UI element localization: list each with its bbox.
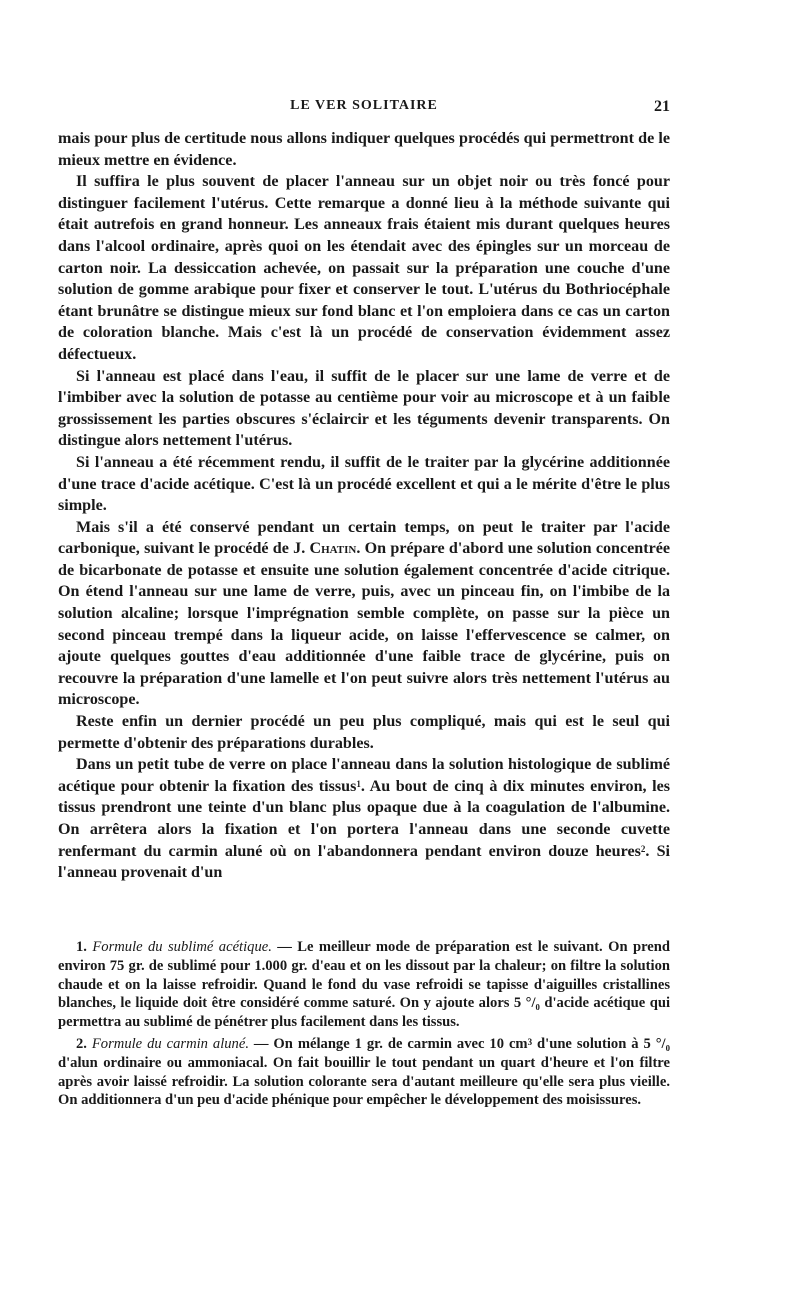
footnote-2-number: 2.	[76, 1035, 87, 1052]
footnote-1-text: — Le meilleur mode de préparation est le suivant. On prend environ 75 gr. de sublimé pour 1.000 gr. d'eau et on les dissout par la chaleur; on filtre la solution chaude et on la laisse refroidir. Quand le fond du vase refroidi se tapisse d'aiguilles cristallines blanches, le liquide doit être considéré comme saturé. On y ajoute alors 5 °/₀ d'acide acétique qui permettra au sublimé de pénétrer plus facilement dans les tissus.	[58, 939, 671, 1031]
paragraph-5-start: Mais s'il a été conservé pendant un certain temps, on peut le traiter par l'acide carbonique, suivant le procédé de J.	[58, 518, 670, 558]
paragraph-5	[58, 517, 670, 711]
footnote-2-title: Formule du carmin aluné.	[91, 1035, 249, 1052]
paragraph-7-end: . Si l'anneau provenait d'un	[58, 842, 670, 882]
footnote-1-number: 1.	[76, 939, 87, 955]
footnote-ref-1: 1	[356, 778, 361, 789]
paragraph-7	[58, 754, 670, 884]
footnote-1-title: Formule du sublimé acétique.	[92, 939, 272, 955]
footnote-2	[58, 1035, 670, 1110]
footnote-1	[58, 938, 670, 1032]
footnote-2-text-a: — On mélange 1 gr. de carmin avec 10 cm	[248, 1035, 528, 1052]
cube-superscript: 3	[527, 1036, 533, 1047]
paragraph-5-end: . On prépare d'abord une solution concentrée de bicarbonate de potasse et ensuite une solution également concentrée d'acide citrique. On étend l'anneau sur une lame de verre, puis, avec un pinceau fin, on l'imbibe de la solution alcaline; lorsque l'imprégnation semble complète, on passe sur la pièce un second pinceau trempé dans la liqueur acide, on laisse l'effervescence se calmer, on ajoute quelques gouttes d'eau additionnée d'une faible trace de glycérine, puis on recouvre la préparation d'une lamelle et l'on peut suivre alors très nettement l'utérus au microscope.	[58, 540, 670, 709]
footnote-2-text-b: d'une solution à 5 °/₀ d'alun ordinaire ou ammoniacal. On fait bouillir le tout pendant un quart d'heure et l'on filtre après avoir laissé refroidir. La solution colorante sera d'autant meilleure qu'elle sera plus vieille. On additionnera d'un peu d'acide phénique pour empêcher le développement des moisissures.	[58, 1035, 670, 1109]
paragraph-1: mais pour plus de certitude nous allons indiquer quelques procédés qui permettront de le mieux mettre en évidence.	[58, 130, 670, 169]
running-head	[58, 98, 670, 120]
body-text	[58, 128, 670, 884]
paragraph-7-start: Dans un petit tube de verre on place l'anneau dans la solution histologique de sublimé acétique pour obtenir la fixation des tissus	[58, 756, 670, 795]
paragraph-3: Si l'anneau est placé dans l'eau, il suffit de le placer sur une lame de verre et de l'imbiber avec la solution de potasse au centième pour voir au microscope et à un faible grossissement les parties obscures s'éclaircir et les téguments devenir transparents. On distingue alors nettement l'utérus.	[58, 367, 670, 450]
page-number: 21	[654, 98, 670, 115]
footnotes	[58, 938, 670, 1110]
paragraph-4: Si l'anneau a été récemment rendu, il suffit de le traiter par la glycérine additionnée d'une trace d'acide acétique. C'est là un procédé excellent et qui a le mérite d'être le plus simple.	[58, 453, 670, 515]
paragraph-7-middle: . Au bout de cinq à dix minutes environ, les tissus prendront une teinte d'un blanc plus opaque due à la coagulation de l'albumine. On arrêtera alors la fixation et l'on portera l'anneau dans une seconde cuvette renfermant du carmin aluné où on l'abandonnera pendant environ douze heures	[58, 777, 670, 860]
paragraph-6: Reste enfin un dernier procédé un peu plus compliqué, mais qui est le seul qui permette d'obtenir des préparations durables.	[58, 713, 670, 752]
footnote-ref-2: 2	[640, 843, 646, 854]
running-title: LE VER SOLITAIRE	[290, 98, 438, 113]
author-name: Chatin	[309, 540, 357, 558]
paragraph-2: Il suffira le plus souvent de placer l'anneau sur un objet noir ou très foncé pour distinguer facilement l'utérus. Cette remarque a donné lieu à la méthode suivante qui était autrefois en grand honneur. Les anneaux frais étaient mis durant quelques heures dans l'alcool ordinaire, après quoi on les étendait avec des épingles sur un morceau de carton noir. La dessiccation achevée, on passait sur la préparation une couche d'une solution de gomme arabique pour fixer et conserver le tout. L'utérus du Bothriocéphale étant brunâtre se distingue mieux sur fond blanc et l'on emploiera dans ce cas un carton de coloration blanche. Mais c'est là un procédé de conservation évidemment assez défectueux.	[58, 173, 670, 363]
